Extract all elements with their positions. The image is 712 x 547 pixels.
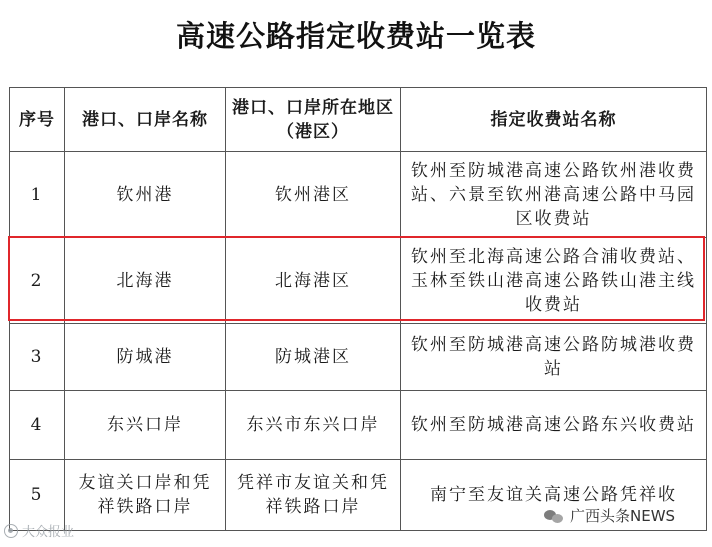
table-header-row — [10, 88, 707, 152]
page-title: 高速公路指定收费站一览表 — [175, 19, 536, 53]
cell-port: 钦州港 — [65, 152, 226, 238]
cell-area: 凭祥市友谊关和凭祥铁路口岸 — [226, 460, 401, 531]
cell-area: 防城港区 — [226, 324, 401, 391]
cell-no: 3 — [10, 324, 65, 391]
cell-area: 北海港区 — [226, 238, 401, 324]
media-logo-icon — [4, 524, 18, 538]
header-area: 港口、口岸所在地区（港区） — [226, 88, 401, 152]
cell-port: 东兴口岸 — [65, 391, 226, 460]
watermark-right-text: 广西头条NEWS — [570, 507, 676, 525]
table-row — [10, 152, 707, 238]
cell-port: 北海港 — [65, 238, 226, 324]
cell-station: 南宁至友谊关高速公路凭祥收 — [401, 460, 707, 531]
header-station: 指定收费站名称 — [401, 88, 707, 152]
cell-station: 钦州至防城港高速公路东兴收费站 — [401, 391, 707, 460]
cell-no: 5 — [10, 460, 65, 531]
cell-area: 钦州港区 — [226, 152, 401, 238]
watermark-right — [544, 505, 675, 526]
cell-no: 4 — [10, 391, 65, 460]
table-row — [10, 324, 707, 391]
cell-no: 1 — [10, 152, 65, 238]
table-row — [10, 391, 707, 460]
cell-station: 钦州至防城港高速公路钦州港收费站、六景至钦州港高速公路中马园区收费站 — [401, 152, 707, 238]
cell-station: 钦州至北海高速公路合浦收费站、玉林至铁山港高速公路铁山港主线收费站 — [401, 238, 707, 324]
cell-area: 东兴市东兴口岸 — [226, 391, 401, 460]
cell-port: 防城港 — [65, 324, 226, 391]
watermark-left-text: 大众报业 — [22, 525, 75, 540]
watermark-left — [4, 521, 74, 540]
table-row-highlighted — [10, 238, 707, 324]
cell-station: 钦州至防城港高速公路防城港收费站 — [401, 324, 707, 391]
cell-no: 2 — [10, 238, 65, 324]
wechat-icon — [544, 508, 564, 524]
header-port: 港口、口岸名称 — [65, 88, 226, 152]
header-no: 序号 — [10, 88, 65, 152]
cell-port: 友谊关口岸和凭祥铁路口岸 — [65, 460, 226, 531]
toll-station-table — [9, 87, 707, 531]
